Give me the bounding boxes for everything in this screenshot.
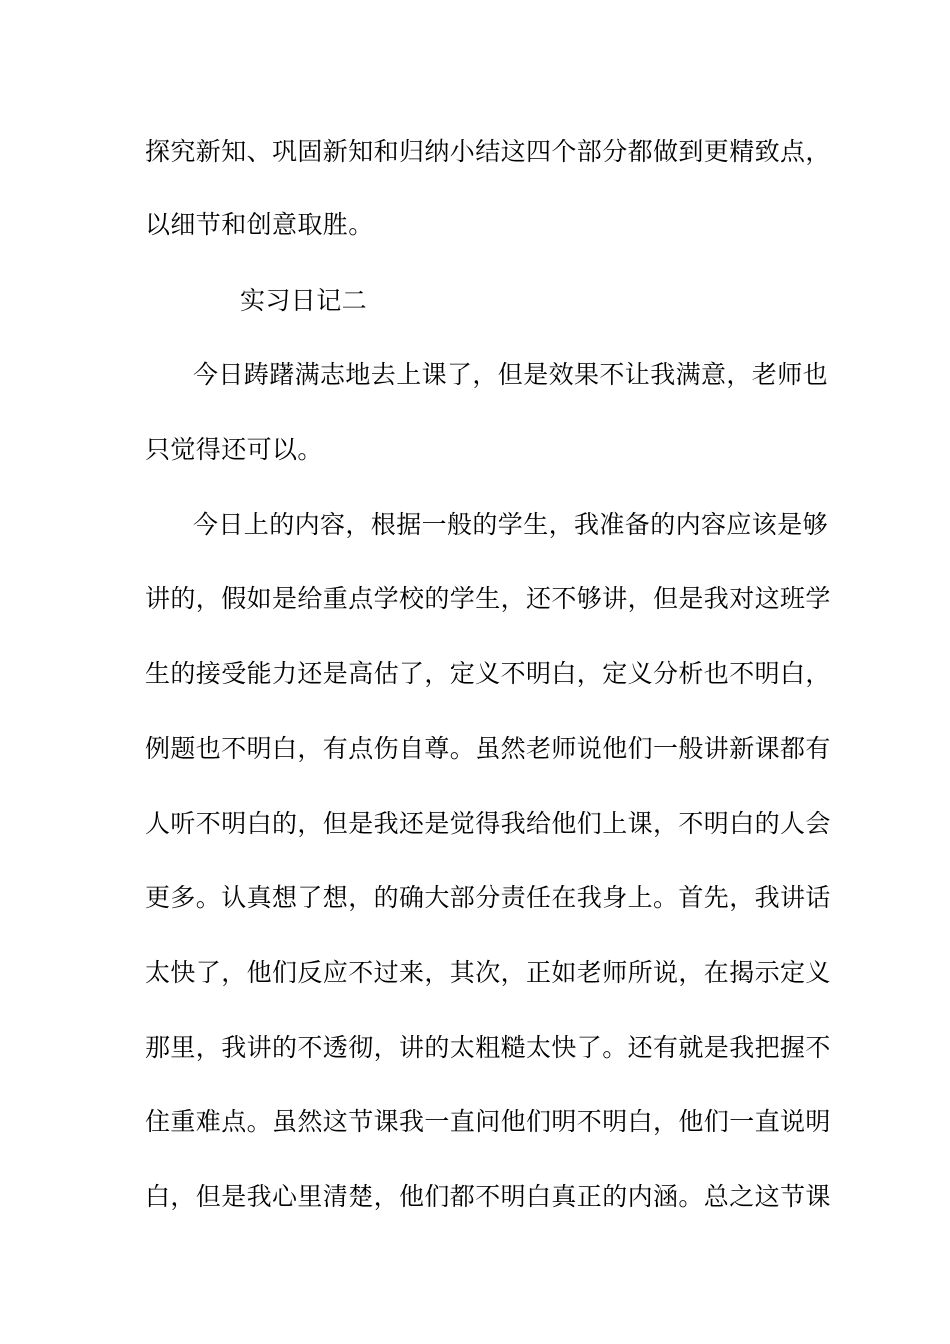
- text-line: 今日踌躇满志地去上课了，但是效果不让我满意，老师也: [193, 360, 829, 389]
- text-line: 以细节和创意取胜。: [145, 210, 374, 239]
- text-line: 太快了，他们反应不过来，其次，正如老师所说，在揭示定义: [145, 958, 831, 987]
- text-line: 更多。认真想了想，的确大部分责任在我身上。首先，我讲话: [145, 883, 831, 912]
- text-line: 探究新知、巩固新知和归纳小结这四个部分都做到更精致点，: [145, 137, 831, 166]
- text-line: 白，但是我心里清楚，他们都不明白真正的内涵。总之这节课: [145, 1182, 831, 1211]
- text-line: 今日上的内容，根据一般的学生，我准备的内容应该是够: [193, 510, 829, 539]
- text-line: 那里，我讲的不透彻，讲的太粗糙太快了。还有就是我把握不: [145, 1033, 831, 1062]
- text-line: 生的接受能力还是高估了，定义不明白，定义分析也不明白，: [145, 659, 831, 688]
- text-line: 例题也不明白，有点伤自尊。虽然老师说他们一般讲新课都有: [145, 734, 831, 763]
- text-line: 只觉得还可以。: [145, 435, 323, 464]
- text-line: 住重难点。虽然这节课我一直问他们明不明白，他们一直说明: [145, 1107, 831, 1136]
- section-heading: 实习日记二: [240, 286, 368, 315]
- text-line: 人听不明白的，但是我还是觉得我给他们上课，不明白的人会: [145, 809, 831, 838]
- text-line: 讲的，假如是给重点学校的学生，还不够讲，但是我对这班学: [145, 584, 831, 613]
